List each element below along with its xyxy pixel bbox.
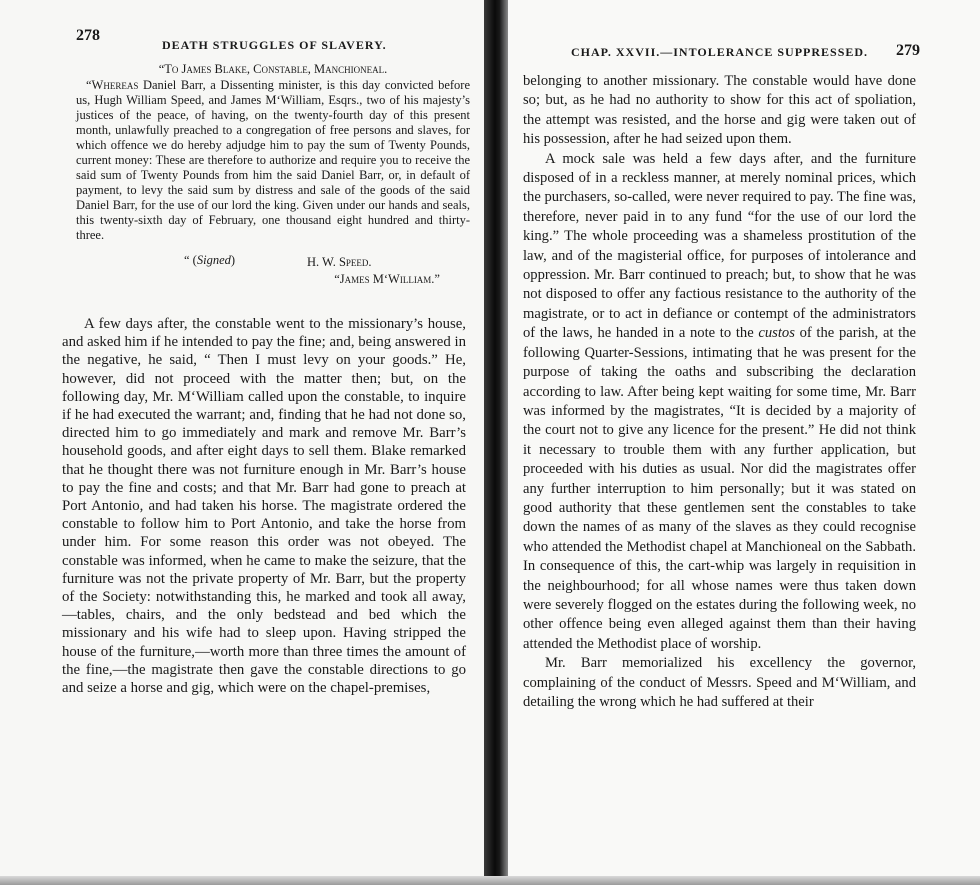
right-paragraph-2-part-b: of the parish, at the following Quarter-Sessions, intimating that he was present for the purpose of taking the oaths and subscribing the declaration according to law. After being kept waiting for some time, Mr. Barr was informed by the magistrates, “It is decided by a majority of the court not to give any licence for the present.” He did not think it necessary to trouble them with any further application, but proceeded with his duties as usual. Nor did the magistrates offer any further interruption to him personally; but it was stated on good authority that these gentlemen sent the constables to take down the names of as many of the slaves as they could recognise who attended the Methodist chapel at Manchioneal on the Sabbath. In consequence of this, the cart-whip was largely in requisition in the neighbourhood; for all whose names were thus taken down were severely flogged on the estates during the following week, no other offence being even alleged against them than their having attended the Methodist place of worship. — [523, 325, 917, 652]
quote-body: Daniel Barr, a Dissenting minister, is this day convicted before us, Hugh William Speed, and James M‘William, Esqrs., two of his majesty’s justices of the peace, of having, on the twenty-fourth day of this present month, unlawfully preached to a congregation of free persons and slaves, for which offence we do hereby adjudge him to pay the sum of Twenty Pounds, current money: These are therefore to authorize and require you to receive the said sum of Twenty Pounds from him the said Daniel Barr, or, in default of payment, to levy the said sum by distress and sale of the goods of the said Daniel Barr, for the use of our lord the king. Given under our hands and seals, this twenty-sixth day of February, one thousand eight hundred and thirty-three. — [76, 78, 470, 242]
page-number-left: 278 — [76, 27, 100, 44]
right-body-text — [523, 72, 916, 712]
signer-speed: H. W. Speed. — [307, 255, 372, 269]
quote-text — [76, 78, 470, 243]
signed-word: Signed — [196, 253, 231, 267]
signed-label — [184, 253, 235, 268]
quote-opening-word: “Whereas — [86, 78, 139, 92]
right-paragraph-3: Mr. Barr memorialized his excellency the governor, complaining of the conduct of Messrs. Speed and M‘William, and detailing the wrong which he had suffered at their — [523, 655, 916, 710]
signer-mwilliam: “James M‘William.” — [334, 272, 440, 286]
book-gutter — [484, 0, 508, 885]
page-number-right: 279 — [896, 42, 920, 59]
custos-italic: custos — [758, 325, 795, 342]
quote-heading: “To James Blake, Constable, Manchioneal. — [158, 62, 388, 76]
running-head-left: DEATH STRUGGLES OF SLAVERY. — [162, 38, 387, 52]
left-paragraph: A few days after, the constable went to the missionary’s house, and asked him if he intended to pay the fine; and, being answered in the negative, he said, “ Then I must levy on your goods.” He, however, did not proceed with the matter then; but, on the following day, Mr. M‘William called upon the constable, to inquire if he had executed the warrant; and, finding that he had not done so, directed him to go immediately and mark and remove Mr. Barr’s household goods, and after eight days to sell them. Blake remarked that he thought there was not furniture enough in Mr. Barr’s house to pay the fine and costs; and that Mr. Barr had gone to preach at Port Antonio, and had taken his horse. The magistrate ordered the constable to follow him to Port Antonio, and take the horse from under him. For some reason this order was not obeyed. The constable was informed, when he came to make the seizure, that the furniture was not the private property of Mr. Barr, but the property of the Society: notwithstanding this, he marked and took all away,—tables, chairs, and the only bedstead and bed which the missionary and his wife had to sleep upon. Having stripped the house of the furniture,—worth more than three times the amount of the fine,—the magistrate then gave the constable directions to go and seize a horse and gig, which were on the chapel-premises, — [62, 316, 466, 697]
right-paragraph-1: belonging to another missionary. The constable would have done so; but, as he had no authority to show for this act of spoliation, the attempt was resisted, and the horse and gig were taken out of his possession, after he had seized upon them. — [523, 73, 916, 148]
right-page — [508, 0, 980, 885]
right-paragraph-2-part-a: A mock sale was held a few days after, and the furniture disposed of in a reckless manner, at merely nominal prices, which the purchasers, so-called, were never required to pay. The fine was, therefore, never paid in to any fund “for the use of our lord the king.” The whole proceeding was a shameless prostitution of the law, and of the magisterial office, for purposes of intolerance and oppression. Mr. Barr continued to preach; but, to show that he was not disposed to offer any factious resistance to the authority of the magistrate, or to act in defiance or contempt of the administrators of the laws, he handed in a note to the — [523, 150, 916, 342]
left-page — [0, 0, 484, 885]
signed-close: ) — [230, 253, 236, 267]
signed-open: “ ( — [184, 253, 197, 267]
signature-row — [76, 253, 470, 269]
left-body-text — [62, 315, 466, 697]
running-head-right: CHAP. XXVII.—INTOLERANCE SUPPRESSED. — [571, 45, 869, 59]
page-bottom-edge — [0, 876, 980, 885]
right-paragraph-2 — [523, 150, 916, 655]
conviction-quote — [76, 62, 470, 287]
